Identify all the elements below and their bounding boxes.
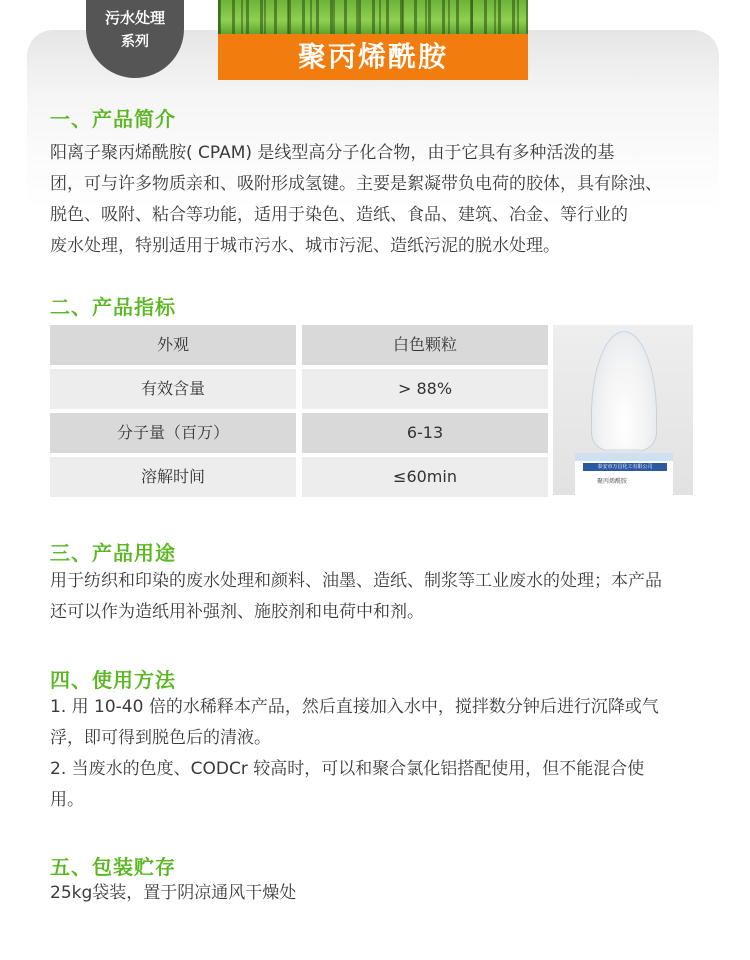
forest-banner-image (218, 0, 528, 34)
intro-line: 废水处理，特别适用于城市污水、城市污泥、造纸污泥的脱水处理。 (50, 236, 560, 256)
spec-value: 白色颗粒 (302, 325, 548, 365)
usage-line: 用于纺织和印染的废水处理和颜料、油墨、造纸、制浆等工业废水的处理；本产品 (50, 571, 662, 591)
packing-paragraph (50, 878, 700, 909)
packing-line: 25kg袋装，置于阴凉通风干燥处 (50, 883, 297, 903)
spec-name: 分子量（百万） (50, 413, 296, 453)
section-heading-usage: 三、产品用途 (50, 541, 176, 565)
spec-name: 外观 (50, 325, 296, 365)
spec-value: 6-13 (302, 413, 548, 453)
method-paragraph (50, 692, 700, 816)
usage-line: 还可以作为造纸用补强剂、施胶剂和电荷中和剂。 (50, 602, 424, 622)
spec-value: ≤60min (302, 457, 548, 497)
spec-value: > 88% (302, 369, 548, 409)
intro-line: 团，可与许多物质亲和、吸附形成氢键。主要是絮凝带负电荷的胶体，具有除浊、 (50, 174, 662, 194)
box-company-label: 泰安市万昌化工有限公司 (583, 463, 667, 471)
usage-paragraph (50, 566, 700, 628)
spec-table (50, 325, 548, 497)
table-row (50, 457, 548, 497)
box-product-label: 聚丙烯酰胺 (597, 478, 628, 485)
spec-name: 溶解时间 (50, 457, 296, 497)
intro-line: 脱色、吸附、粘合等功能，适用于染色、造纸、食品、建筑、冶金、等行业的 (50, 205, 628, 225)
product-photo (553, 325, 693, 495)
method-line: 2. 当废水的色度、CODCr 较高时，可以和聚合氯化铝搭配使用，但不能混合使 (50, 759, 645, 779)
method-line: 用。 (50, 790, 84, 810)
method-line: 1. 用 10-40 倍的水稀释本产品，然后直接加入水中，搅拌数分钟后进行沉降或气 (50, 697, 659, 717)
section-heading-specs: 二、产品指标 (50, 295, 176, 319)
series-badge-line1: 污水处理 (104, 9, 165, 27)
flask-image (591, 331, 657, 451)
intro-line: 阳离子聚丙烯酰胺( CPAM) 是线型高分子化合物，由于它具有多种活泼的基 (50, 143, 615, 163)
section-heading-method: 四、使用方法 (50, 668, 176, 692)
product-title: 聚丙烯酰胺 (218, 34, 528, 80)
table-row (50, 413, 548, 453)
section-heading-packing: 五、包装贮存 (50, 855, 176, 879)
intro-paragraph (50, 138, 700, 262)
table-row (50, 369, 548, 409)
spec-name: 有效含量 (50, 369, 296, 409)
product-box-image (575, 453, 673, 495)
method-line: 浮，即可得到脱色后的清液。 (50, 728, 271, 748)
table-row (50, 325, 548, 365)
series-badge-line2: 系列 (121, 34, 149, 50)
section-heading-intro: 一、产品简介 (50, 107, 176, 131)
